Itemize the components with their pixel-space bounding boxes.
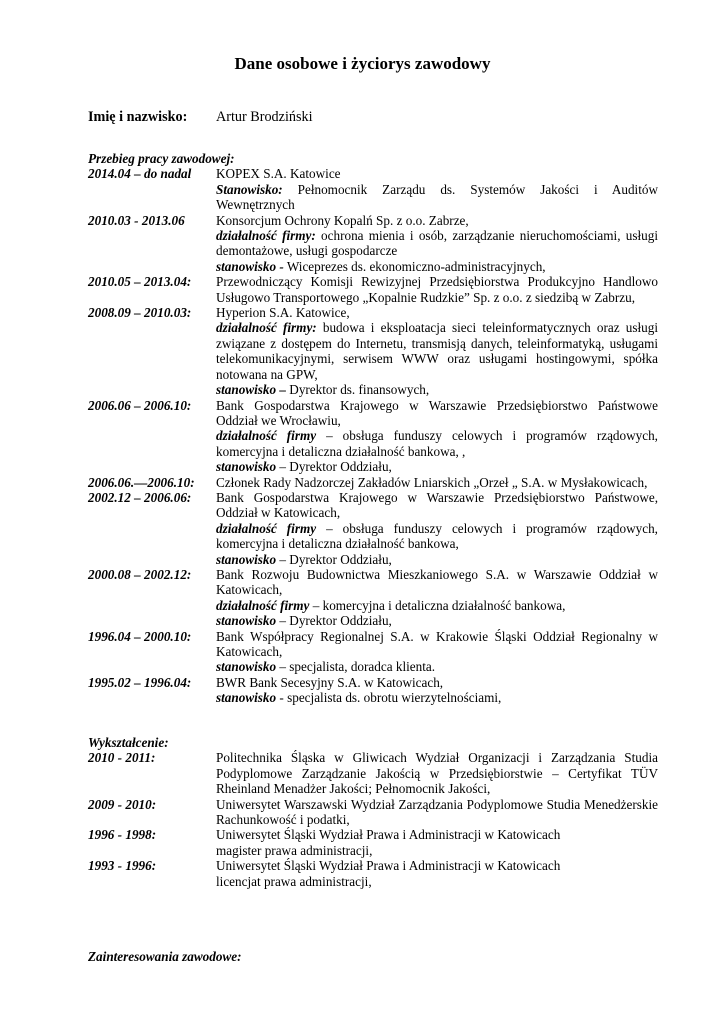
- name-row: [88, 109, 313, 126]
- entry-line: [216, 459, 658, 474]
- entry-text: - specjalista ds. obrotu wierzytelnościami,: [276, 690, 502, 706]
- list-item: [88, 305, 658, 397]
- entry-text: – komercyjna i detaliczna działalność bankowa,: [309, 597, 566, 613]
- entry-body: [216, 490, 658, 567]
- entry-line: [216, 690, 658, 705]
- entry-body: [216, 567, 658, 629]
- entry-body: [216, 213, 658, 275]
- entry-date: 2000.08 – 2002.12:: [88, 566, 192, 582]
- entry-line: [216, 475, 658, 490]
- entry-text: Hyperion S.A. Katowice,: [216, 305, 350, 321]
- entry-line: [216, 874, 658, 889]
- entry-text: magister prawa administracji,: [216, 842, 373, 858]
- work-history-heading: Przebieg pracy zawodowej:: [88, 151, 235, 166]
- entry-text: licencjat prawa administracji,: [216, 873, 372, 889]
- entry-date: 2002.12 – 2006.06:: [88, 489, 192, 505]
- entry-field-label: działalność firmy: [216, 520, 317, 536]
- entry-body: [216, 305, 658, 397]
- entry-text: Bank Gospodarstwa Krajowego w Warszawie Przedsiębiorstwo Państwowe Oddział we Wrocławiu,: [216, 397, 658, 428]
- entry-line: [216, 567, 658, 598]
- interests-section: [88, 949, 658, 964]
- entry-text: Członek Rady Nadzorczej Zakładów Lniarskich „Orzeł „ S.A. w Mysłakowicach,: [216, 474, 648, 490]
- entry-date: 2008.09 – 2010.03:: [88, 305, 192, 321]
- entry-field-label: działalność firmy:: [216, 320, 317, 336]
- entry-field-label: działalność firmy:: [216, 228, 316, 244]
- entry-text: Pełnomocnik Zarządu ds. Systemów Jakości i Auditów Wewnętrznych: [216, 181, 658, 213]
- entry-field-label: działalność firmy: [216, 428, 317, 444]
- education-heading: Wykształcenie:: [88, 735, 169, 750]
- entry-field-label: stanowisko: [216, 690, 277, 706]
- name-label: Imię i nazwisko:: [88, 109, 188, 125]
- entry-line: [216, 858, 658, 873]
- entry-text: Dyrektor ds. finansowych,: [286, 382, 430, 398]
- entry-text: Bank Rozwoju Budownictwa Mieszkaniowego S.A. w Warszawie Oddział w Katowicach,: [216, 566, 658, 598]
- entry-line: [216, 398, 658, 429]
- entry-text: – Dyrektor Oddziału,: [276, 459, 392, 475]
- entry-body: [216, 675, 658, 706]
- entry-date: 1996 - 1998:: [88, 827, 157, 843]
- entry-text: Politechnika Śląska w Gliwicach Wydział Organizacji i Zarządzania Studia Podyplomowe Zarządzanie Jakością w Przedsiębiorstwie – Certyfikat TÜV Rheinland Menadżer Jakości; Pełnomocnik Jakości,: [216, 750, 658, 797]
- list-item: [88, 797, 658, 828]
- entry-text: Przewodniczący Komisji Rewizyjnej Przedsiębiorstwa Produkcyjno Handlowo Usługowo Transportowego „Kopalnie Rudzkie” Sp. z o.o. z siedzibą w Zabrzu,: [216, 274, 658, 305]
- entry-line: [216, 629, 658, 660]
- work-history-section: [88, 151, 658, 706]
- entry-line: [216, 228, 658, 259]
- page-title: Dane osobowe i życiorys zawodowy: [234, 54, 491, 73]
- entry-text: Wiceprezes ds. ekonomiczno-administracyjnych,: [283, 258, 546, 274]
- entry-line: [216, 521, 658, 552]
- entry-line: [216, 166, 658, 181]
- entry-line: [216, 305, 658, 320]
- list-item: [88, 475, 658, 490]
- entry-text: Uniwersytet Śląski Wydział Prawa i Administracji w Katowicach: [216, 827, 561, 843]
- entry-line: [216, 675, 658, 690]
- entry-field-label: działalność firmy: [216, 597, 310, 613]
- entry-body: [216, 475, 658, 490]
- name-value: Artur Brodziński: [216, 109, 313, 125]
- entry-line: [216, 259, 658, 274]
- entry-body: [216, 858, 658, 889]
- entry-text: Bank Współpracy Regionalnej S.A. w Krakowie Śląski Oddział Regionalny w Katowicach,: [216, 628, 658, 659]
- list-item: [88, 827, 658, 858]
- entry-field-label: stanowisko: [216, 459, 277, 475]
- entry-field-label: stanowisko: [216, 613, 277, 629]
- entry-line: [216, 827, 658, 842]
- entry-field-label: Stanowisko:: [216, 181, 283, 197]
- entry-text: – specjalista, doradca klienta.: [276, 659, 436, 675]
- interests-heading: Zainteresowania zawodowe:: [88, 949, 242, 964]
- entry-line: [216, 428, 658, 459]
- entry-text: KOPEX S.A. Katowice: [216, 166, 341, 182]
- education-section: [88, 735, 658, 889]
- entry-field-label: stanowisko: [216, 659, 277, 675]
- entry-text: – obsługa funduszy celowych i programów rządowych, komercyjna i detaliczna działalność bankowa,: [216, 520, 658, 552]
- entry-field-label: stanowisko -: [216, 258, 284, 274]
- entry-field-label: stanowisko –: [216, 382, 286, 398]
- list-item: [88, 490, 658, 567]
- entry-date: 1996.04 – 2000.10:: [88, 628, 192, 644]
- entry-line: [216, 598, 658, 613]
- entry-text: – obsługa funduszy celowych i programów rządowych, komercyjna i detaliczna działalność bankowa, ,: [216, 428, 658, 459]
- entry-date: 2006.06.—2006.10:: [88, 474, 195, 490]
- entry-text: Uniwersytet Warszawski Wydział Zarządzania Podyplomowe Studia Menedżerskie Rachunkowość i podatki,: [216, 796, 658, 828]
- entry-body: [216, 797, 658, 828]
- list-item: [88, 629, 658, 675]
- list-item: [88, 675, 658, 706]
- entry-body: [216, 629, 658, 675]
- entry-line: [216, 552, 658, 567]
- list-item: [88, 213, 658, 275]
- list-item: [88, 166, 658, 212]
- entry-line: [216, 274, 658, 305]
- entry-date: 2010.03 - 2013.06: [88, 212, 185, 228]
- entry-body: [216, 398, 658, 475]
- entry-text: – Dyrektor Oddziału,: [276, 613, 392, 629]
- entry-line: [216, 382, 658, 397]
- list-item: [88, 398, 658, 475]
- entry-text: – Dyrektor Oddziału,: [276, 551, 392, 567]
- entry-text: Konsorcjum Ochrony Kopalń Sp. z o.o. Zabrze,: [216, 212, 469, 228]
- entry-line: [216, 797, 658, 828]
- entry-line: [216, 490, 658, 521]
- entry-body: [216, 750, 658, 796]
- entry-text: ochrona mienia i osób, zarządzanie nieruchomościami, usługi demontażowe, usługi gospodarcze: [216, 228, 658, 259]
- entry-line: [216, 213, 658, 228]
- entry-date: 2010 - 2011:: [88, 750, 156, 766]
- entry-field-label: stanowisko: [216, 551, 277, 567]
- entry-body: [216, 827, 658, 858]
- entry-text: Bank Gospodarstwa Krajowego w Warszawie Przedsiębiorstwo Państwowe, Oddział w Katowicach,: [216, 489, 658, 521]
- entry-line: [216, 182, 658, 213]
- entry-date: 1995.02 – 1996.04:: [88, 674, 192, 690]
- list-item: [88, 274, 658, 305]
- entry-line: [216, 613, 658, 628]
- entry-date: 2014.04 – do nadal: [88, 166, 192, 182]
- entry-line: [216, 320, 658, 382]
- entry-text: budowa i eksploatacja sieci teleinformatycznych oraz usługi związane z dostępem do Internetu, transmisją danych, teleinformatyką, usługami telekomunikacyjnymi, serwisem WWW oraz usługami hostingowymi, spółka notowana na GPW,: [216, 320, 658, 382]
- entry-line: [216, 843, 658, 858]
- entry-body: [216, 274, 658, 305]
- list-item: [88, 858, 658, 889]
- work-history-list: [88, 166, 658, 705]
- entry-date: 2010.05 – 2013.04:: [88, 274, 192, 290]
- entry-date: 1993 - 1996:: [88, 858, 157, 874]
- entry-body: [216, 166, 658, 212]
- list-item: [88, 750, 658, 796]
- list-item: [88, 567, 658, 629]
- entry-date: 2009 - 2010:: [88, 796, 157, 812]
- entry-line: [216, 659, 658, 674]
- education-list: [88, 750, 658, 889]
- entry-date: 2006.06 – 2006.10:: [88, 397, 192, 413]
- entry-text: Uniwersytet Śląski Wydział Prawa i Administracji w Katowicach: [216, 858, 561, 874]
- entry-text: BWR Bank Secesyjny S.A. w Katowicach,: [216, 674, 444, 690]
- entry-line: [216, 750, 658, 796]
